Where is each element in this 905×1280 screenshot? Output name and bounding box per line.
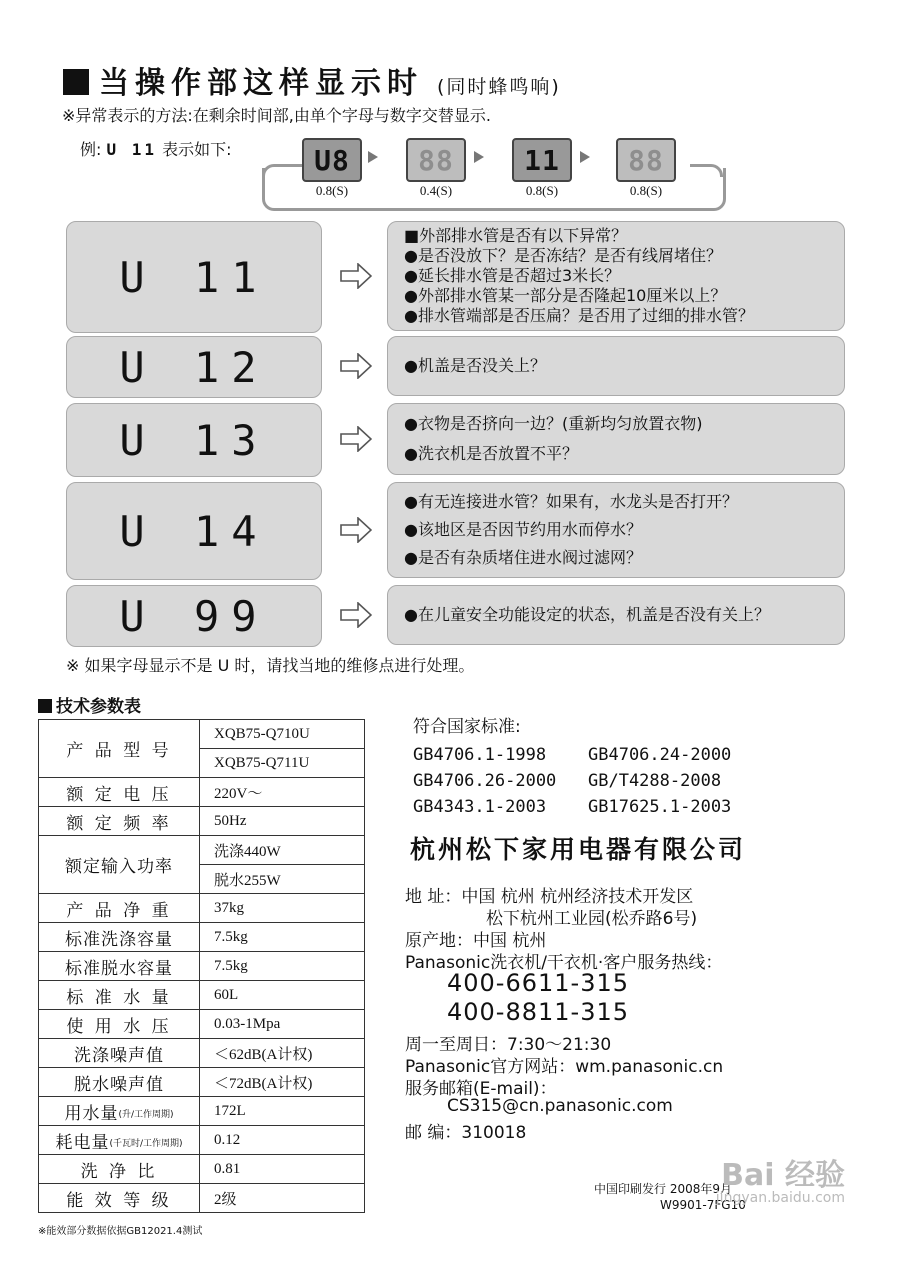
sequence-arrow-icon [580, 151, 590, 163]
sequence-time-2: 0.4(S) [419, 183, 453, 198]
footnote: ※ 如果字母显示不是 U 时，请找当地的维修点进行处理。 [66, 656, 475, 675]
sequence-loop-corner-left [262, 164, 305, 177]
spec-unit: (千瓦时/工作周期) [109, 1138, 183, 1149]
right-arrow-icon [340, 263, 372, 289]
sequence-time-1: 0.8(S) [315, 183, 349, 198]
error-info-box [387, 403, 845, 475]
display-method-note: ※异常表示的方法:在剩余时间部,由单个字母与数字交替显示. [62, 106, 491, 125]
spec-value: XQB75-Q711U [200, 749, 365, 778]
spec-value: ＜72dB(A计权) [200, 1068, 365, 1097]
company-address-line2: 松下杭州工业园(松乔路6号) [486, 909, 698, 929]
table-row [39, 894, 365, 923]
sequence-time-3: 0.8(S) [525, 183, 559, 198]
error-info-box [387, 336, 845, 396]
spec-value: 0.12 [200, 1126, 365, 1155]
spec-value: 0.81 [200, 1155, 365, 1184]
standard-item: GB4706.1-1998 [413, 745, 547, 765]
spec-label: 耗电量(千瓦时/工作周期) [39, 1126, 200, 1155]
watermark-url: jingyan.baidu.com [715, 1190, 845, 1206]
standard-item: GB4706.26-2000 [413, 771, 557, 791]
sequence-arrow-icon [368, 151, 378, 163]
right-arrow-icon [340, 602, 372, 628]
document-code: W9901-7FG10 [660, 1198, 746, 1212]
spec-label: 标 准 水 量 [39, 981, 200, 1010]
error-info-box [387, 221, 845, 331]
table-row [39, 1155, 365, 1184]
error-code: U 12 [119, 342, 269, 392]
right-arrow-icon [340, 426, 372, 452]
spec-value: 0.03-1Mpa [200, 1010, 365, 1039]
error-code-box [66, 482, 322, 580]
company-website: Panasonic官方网站：wm.panasonic.cn [405, 1057, 724, 1077]
table-row [39, 836, 365, 865]
page-title: 当操作部这样显示时 (同时蜂鸣响) [63, 58, 561, 102]
spec-table [38, 719, 365, 1213]
spec-label: 洗涤噪声值 [39, 1039, 200, 1068]
table-row [39, 720, 365, 749]
table-row [39, 923, 365, 952]
error-code-box [66, 585, 322, 647]
error-info-line: ●外部排水管某一部分是否隆起10厘米以上？ [404, 286, 727, 305]
spec-value: 50Hz [200, 807, 365, 836]
spec-value: ＜62dB(A计权) [200, 1039, 365, 1068]
table-row [39, 1068, 365, 1097]
standard-item: GB4706.24-2000 [588, 745, 732, 765]
company-postcode: 邮 编：310018 [405, 1123, 527, 1143]
email-label: 服务邮箱(E-mail)： [405, 1079, 557, 1099]
sequence-display-4: 88 [616, 138, 676, 182]
error-info-line: ●机盖是否没关上？ [404, 356, 546, 375]
error-info-box [387, 585, 845, 645]
sequence-display-2: 88 [406, 138, 466, 182]
standard-item: GB/T4288-2008 [588, 771, 722, 791]
example-caption: 例: U 11 表示如下: [80, 140, 232, 159]
error-info-line: ●是否没放下？是否冻结？是否有线屑堵住？ [404, 246, 722, 265]
error-code: U 99 [119, 591, 269, 641]
spec-label: 额 定 电 压 [39, 778, 200, 807]
hotline-label: Panasonic洗衣机/干衣机·客户服务热线： [405, 953, 723, 973]
spec-value: 7.5kg [200, 952, 365, 981]
sequence-time-4: 0.8(S) [629, 183, 663, 198]
spec-label: 用水量(升/工作周期) [39, 1097, 200, 1126]
sequence-loop-corner-right [690, 164, 723, 177]
table-row [39, 981, 365, 1010]
standard-item: GB17625.1-2003 [588, 797, 732, 817]
error-info-line: ●在儿童安全功能设定的状态，机盖是否没有关上？ [404, 605, 770, 624]
company-name: 杭州松下家用电器有限公司 [410, 835, 747, 864]
spec-label: 标准脱水容量 [39, 952, 200, 981]
error-code: U 14 [119, 506, 269, 556]
spec-label: 脱水噪声值 [39, 1068, 200, 1097]
spec-label: 额定输入功率 [39, 836, 200, 894]
spec-value: 脱水255W [200, 865, 365, 894]
spec-value: 60L [200, 981, 365, 1010]
table-row [39, 1126, 365, 1155]
page-subtitle: (同时蜂鸣响) [437, 76, 561, 98]
sequence-arrow-icon [474, 151, 484, 163]
right-arrow-icon [340, 517, 372, 543]
table-row [39, 1097, 365, 1126]
print-info: 中国印刷发行 2008年9月 [594, 1182, 732, 1196]
error-info-line: ●排水管端部是否压扁？是否用了过细的排水管？ [404, 306, 754, 325]
spec-label: 洗 净 比 [39, 1155, 200, 1184]
table-row [39, 778, 365, 807]
spec-label: 产 品 净 重 [39, 894, 200, 923]
spec-label: 产 品 型 号 [39, 720, 200, 778]
square-bullet-icon [63, 69, 89, 95]
spec-value: XQB75-Q710U [200, 720, 365, 749]
error-info-line: ●是否有杂质堵住进水阀过滤网？ [404, 548, 642, 567]
spec-table-title: 技术参数表 [38, 692, 141, 717]
spec-label: 额 定 频 率 [39, 807, 200, 836]
error-info-line: ●延长排水管是否超过3米长？ [404, 266, 621, 285]
hotline-phone-2: 400-8811-315 [447, 998, 630, 1026]
spec-label: 能 效 等 级 [39, 1184, 200, 1213]
spec-value: 2级 [200, 1184, 365, 1213]
spec-table-note: ※能效部分数据依据GB12021.4测试 [38, 1226, 203, 1237]
spec-label: 标准洗涤容量 [39, 923, 200, 952]
error-info-line: ●洗衣机是否放置不平？ [404, 444, 578, 463]
watermark-brand: Bai 经验 [721, 1158, 845, 1193]
sequence-display-3: 11 [512, 138, 572, 182]
error-code-box [66, 221, 322, 333]
table-row [39, 952, 365, 981]
service-hours: 周一至周日：7:30～21:30 [405, 1035, 612, 1055]
sequence-display-1: U8 [302, 138, 362, 182]
error-code-box [66, 336, 322, 398]
spec-value: 7.5kg [200, 923, 365, 952]
spec-value: 洗涤440W [200, 836, 365, 865]
table-row [39, 1039, 365, 1068]
standard-item: GB4343.1-2003 [413, 797, 547, 817]
error-code: U 13 [119, 415, 269, 465]
example-code: U 11 [106, 140, 158, 159]
table-row [39, 807, 365, 836]
company-origin: 原产地：中国 杭州 [405, 931, 547, 951]
square-bullet-icon [38, 699, 52, 713]
right-arrow-icon [340, 353, 372, 379]
error-info-line: ●衣物是否挤向一边？(重新均匀放置衣物) [404, 414, 703, 433]
hotline-phone-1: 400-6611-315 [447, 969, 630, 997]
table-row [39, 1184, 365, 1213]
error-info-line: ●有无连接进水管？如果有，水龙头是否打开？ [404, 492, 738, 511]
error-info-line: ■外部排水管是否有以下异常？ [404, 226, 628, 245]
error-info-line: ●该地区是否因节约用水而停水？ [404, 520, 642, 539]
error-code-box [66, 403, 322, 477]
table-row [39, 1010, 365, 1039]
spec-label: 使 用 水 压 [39, 1010, 200, 1039]
spec-value: 220V～ [200, 778, 365, 807]
company-email: CS315@cn.panasonic.com [447, 1096, 673, 1116]
error-code: U 11 [119, 252, 269, 302]
standards-title: 符合国家标准: [413, 717, 521, 737]
spec-value: 37kg [200, 894, 365, 923]
spec-value: 172L [200, 1097, 365, 1126]
error-info-box [387, 482, 845, 578]
spec-unit: (升/工作周期) [118, 1109, 174, 1120]
company-address: 地 址：中国 杭州 杭州经济技术开发区 [405, 887, 694, 907]
